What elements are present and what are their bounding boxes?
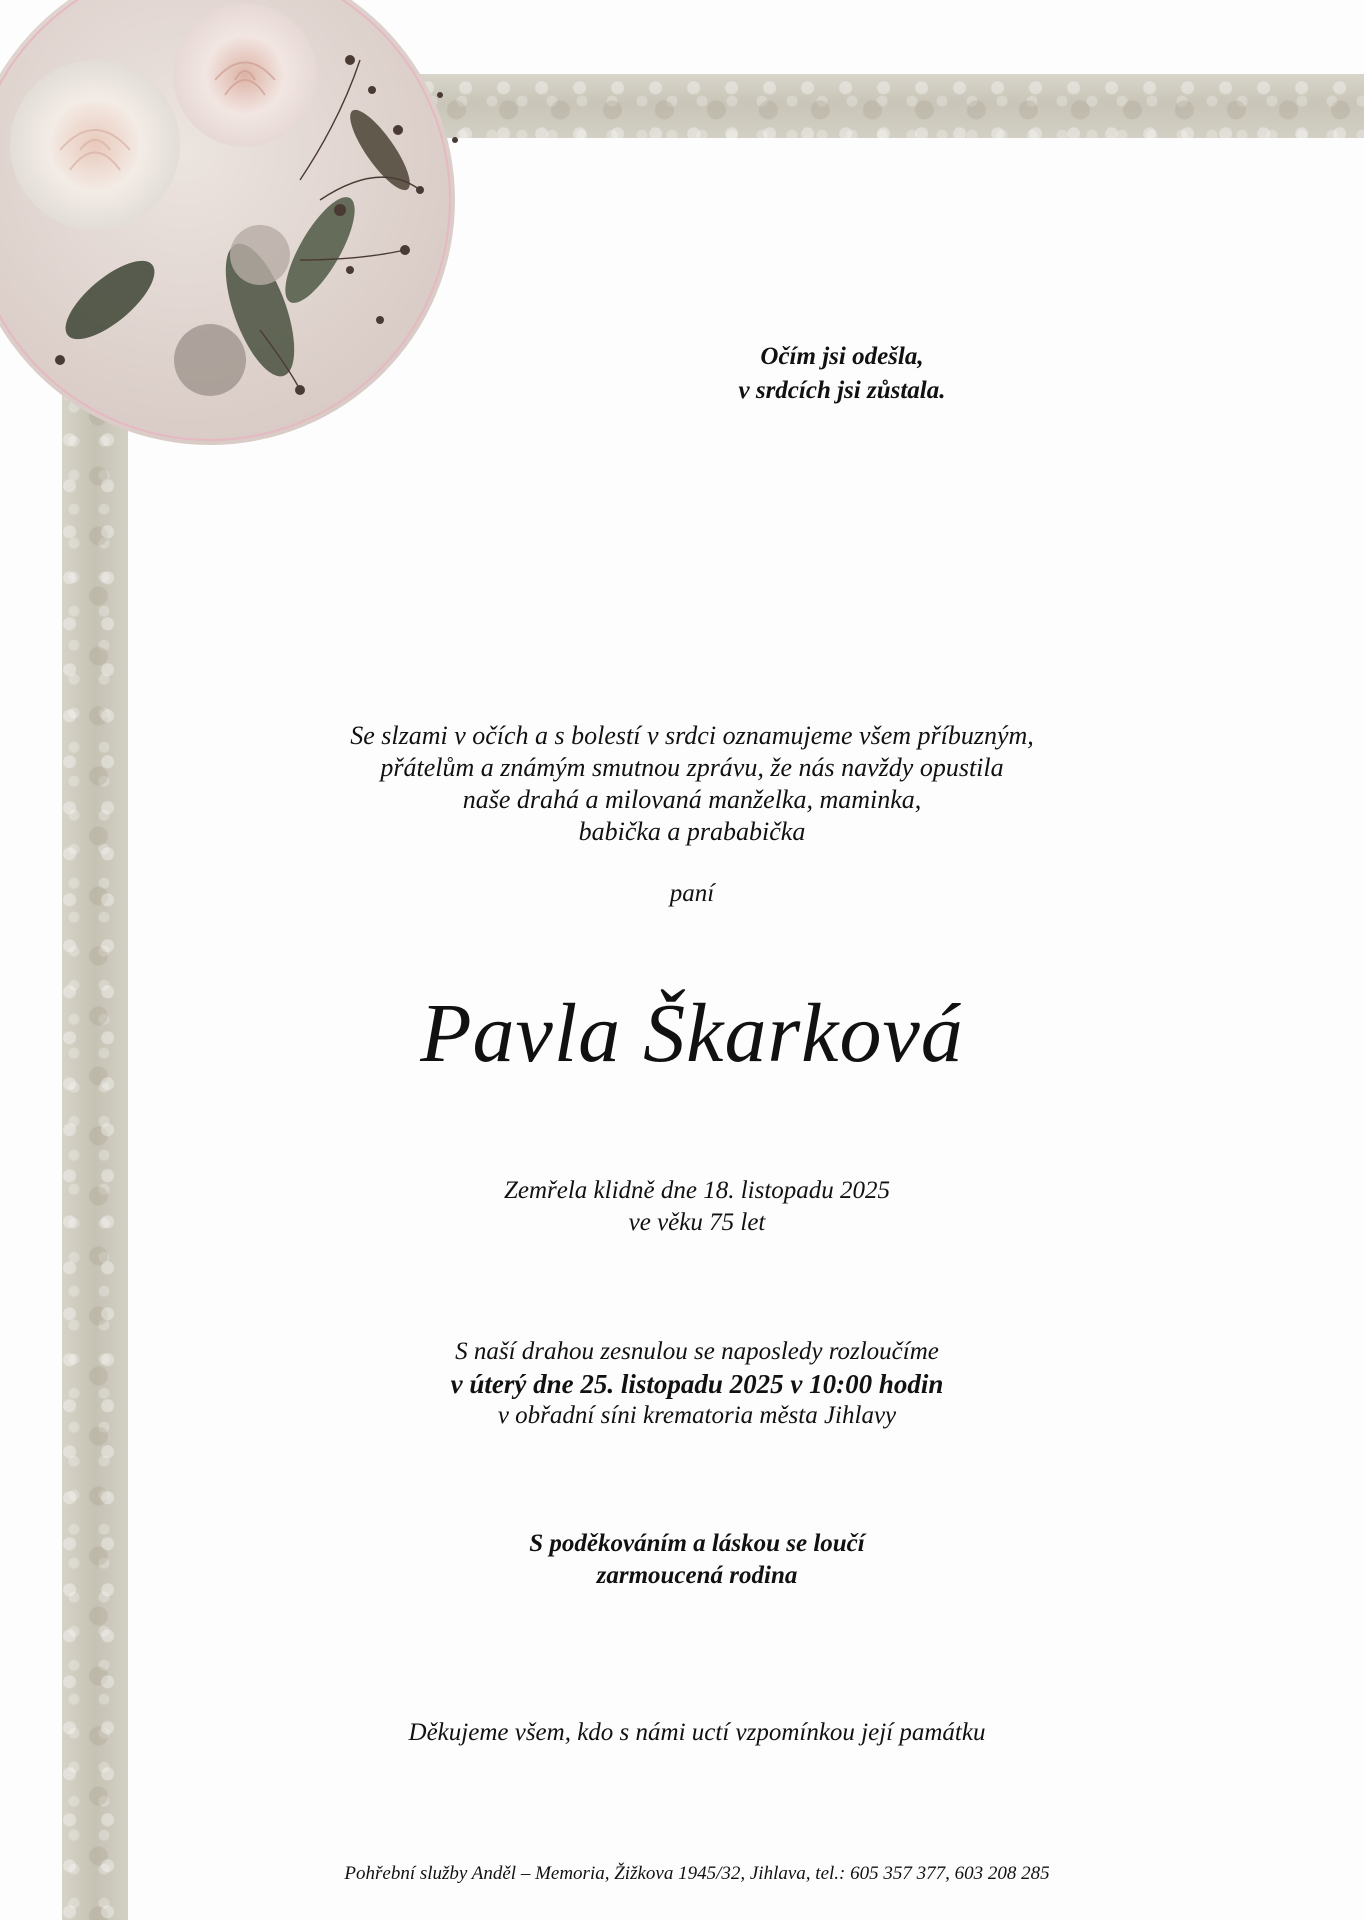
- funeral-location: v obřadní síni krematoria města Jihlavy: [497, 1402, 897, 1429]
- announcement: [10, 720, 1364, 848]
- announcement-line: Se slzami v očích a s bolestí v srdci oznamujeme všem příbuzným,: [350, 721, 1034, 750]
- farewell-line: zarmoucená rodina: [596, 1562, 798, 1589]
- farewell-line: S poděkováním a láskou se loučí: [529, 1530, 865, 1557]
- funeral-datetime: v úterý dne 25. listopadu 2025 v 10:00 hodin: [450, 1369, 944, 1399]
- motto: [160, 340, 1364, 408]
- announcement-line: naše drahá a milovaná manželka, maminka,: [462, 785, 922, 814]
- honorific: paní: [669, 880, 715, 907]
- decorative-band-horizontal: [420, 74, 1364, 138]
- motto-line: Očím jsi odešla,: [760, 343, 924, 370]
- announcement-line: přátelům a známým smutnou zprávu, že nás navždy opustila: [380, 753, 1004, 782]
- funeral-service-footer: Pohřební služby Anděl – Memoria, Žižkova 1945/32, Jihlava, tel.: 605 357 377, 603 208 285: [344, 1863, 1050, 1884]
- thanks-line: Děkujeme všem, kdo s námi uctí vzpomínkou její památku: [408, 1719, 986, 1746]
- decorative-band-vertical: [62, 380, 128, 1920]
- family-farewell: [15, 1528, 1364, 1592]
- death-age: ve věku 75 let: [628, 1209, 766, 1236]
- announcement-line: babička a prababička: [578, 817, 806, 846]
- funeral-info: [15, 1336, 1364, 1432]
- death-info: [15, 1175, 1364, 1239]
- motto-line: v srdcích jsi zůstala.: [738, 377, 946, 404]
- death-date: Zemřela klidně dne 18. listopadu 2025: [503, 1177, 891, 1204]
- deceased-name: Pavla Škarková: [420, 987, 964, 1080]
- funeral-intro: S naší drahou zesnulou se naposledy rozloučíme: [455, 1338, 939, 1365]
